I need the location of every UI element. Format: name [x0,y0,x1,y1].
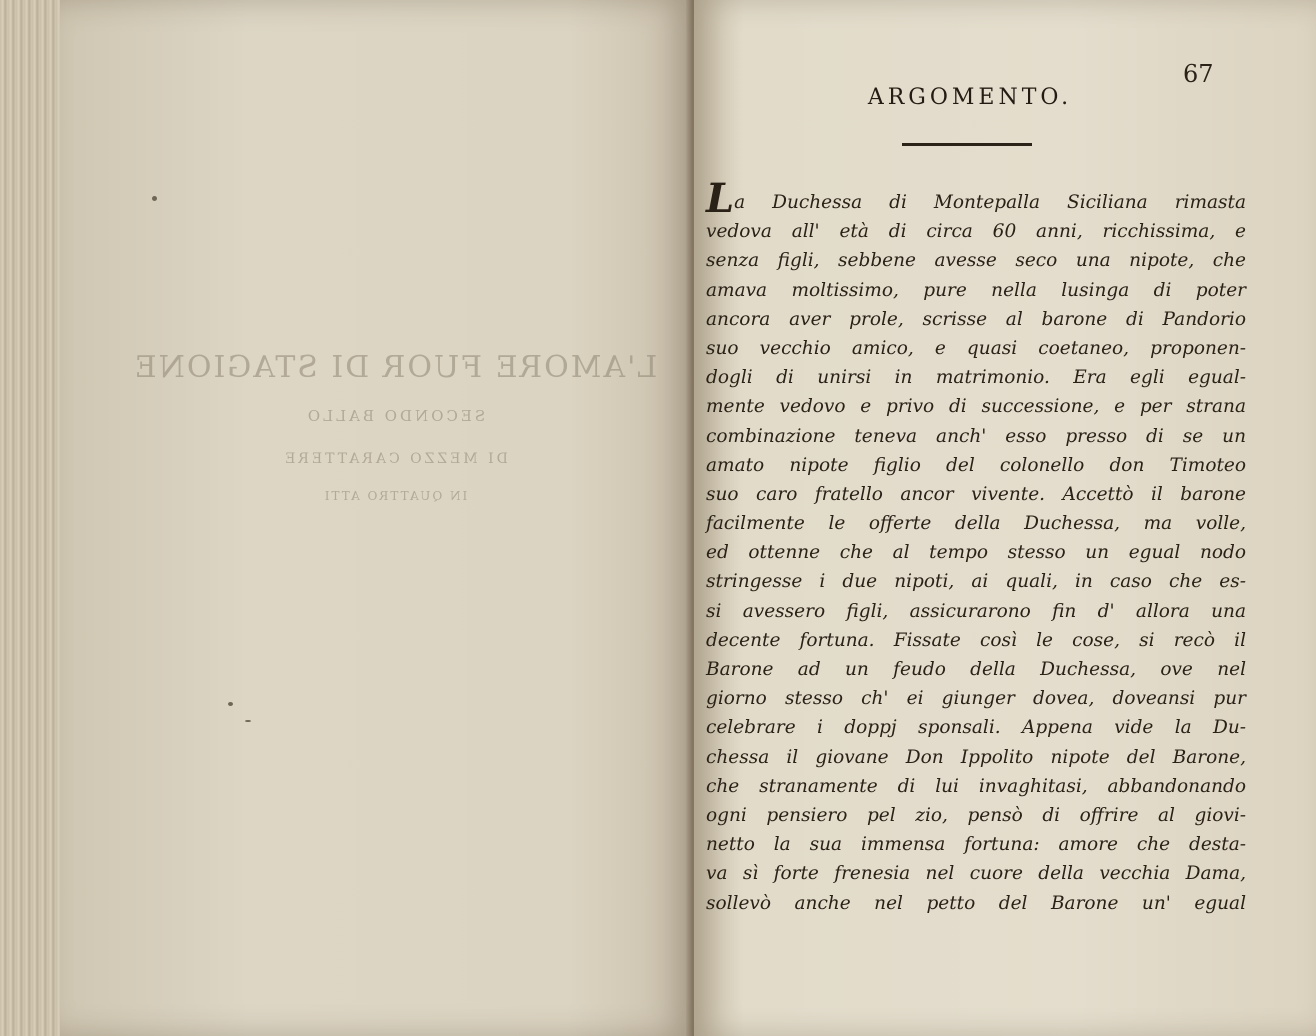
text-line: facilmente le offerte della Duchessa, ma volle, [706,513,1246,535]
text-line: sollevò anche nel petto del Barone un' egual [706,892,1246,914]
show-through-line-3: DI MEZZO CARATTERE [282,451,508,467]
text-line: Barone ad un feudo della Duchessa, ove nel [706,659,1246,680]
text-line: mente vedovo e privo di successione, e per strana [706,396,1246,418]
heading-rule [902,143,1032,146]
text-line: netto la sua immensa fortuna: amore che desta- [706,834,1246,856]
text-line: decente fortuna. Fissate così le cose, si recò il [706,629,1246,651]
page-heading: ARGOMENTO. [867,85,1073,110]
text-line: suo vecchio amico, e quasi coetaneo, proponen- [706,337,1246,359]
text-line: giorno stesso ch' ei giunger dovea, doveansi pur [706,688,1246,710]
text-line: suo caro fratello ancor vivente. Accettò il barone [706,483,1246,505]
paper-spot [245,720,251,722]
show-through-text [100,350,690,503]
text-line: vedova all' età di circa 60 anni, ricchissima, e [706,221,1246,243]
show-through-line-4: IN QUATTRO ATTI [322,489,468,503]
text-line: chessa il giovane Don Ippolito nipote del Barone, [706,746,1246,768]
first-line-text: a Duchessa di Montepalla Siciliana rimasta [734,192,1246,213]
text-line: ogni pensiero pel zio, pensò di offrire al giovi- [706,804,1246,826]
text-line: si avessero figli, assicurarono fin d' allora una [706,600,1246,622]
argument-text [706,175,1246,918]
page-edges [0,0,68,1036]
text-line: combinazione teneva anch' esso presso di se un [706,425,1246,447]
paper-spot [152,196,157,201]
drop-cap: L [706,175,735,222]
text-line: senza figli, sebbene avesse seco una nipote, che [706,250,1246,272]
page-number: 67 [1183,60,1214,88]
text-line: che stranamente di lui invaghitasi, abbandonando [706,775,1246,797]
text-line: dogli di unirsi in matrimonio. Era egli egual- [706,367,1246,389]
text-line: va sì forte frenesia nel cuore della vecchia Dama, [706,863,1246,885]
text-line-1 [706,175,1246,222]
text-line: amava moltissimo, pure nella lusinga di poter [706,279,1246,301]
text-line: amato nipote figlio del colonello don Timoteo [706,454,1246,476]
text-line: celebrare i doppj sponsali. Appena vide la Du- [706,717,1246,739]
show-through-title: L'AMORE FUOR DI STAGIONE [132,350,658,385]
show-through-subtitle: SECONDO BALLO [304,407,486,425]
left-page [60,0,694,1036]
text-line: ed ottenne che al tempo stesso un egual nodo [706,542,1246,564]
paper-spot [228,702,233,706]
text-line: stringesse i due nipoti, ai quali, in caso che es- [706,571,1246,593]
text-line: ancora aver prole, scrisse al barone di Pandorio [706,308,1246,330]
